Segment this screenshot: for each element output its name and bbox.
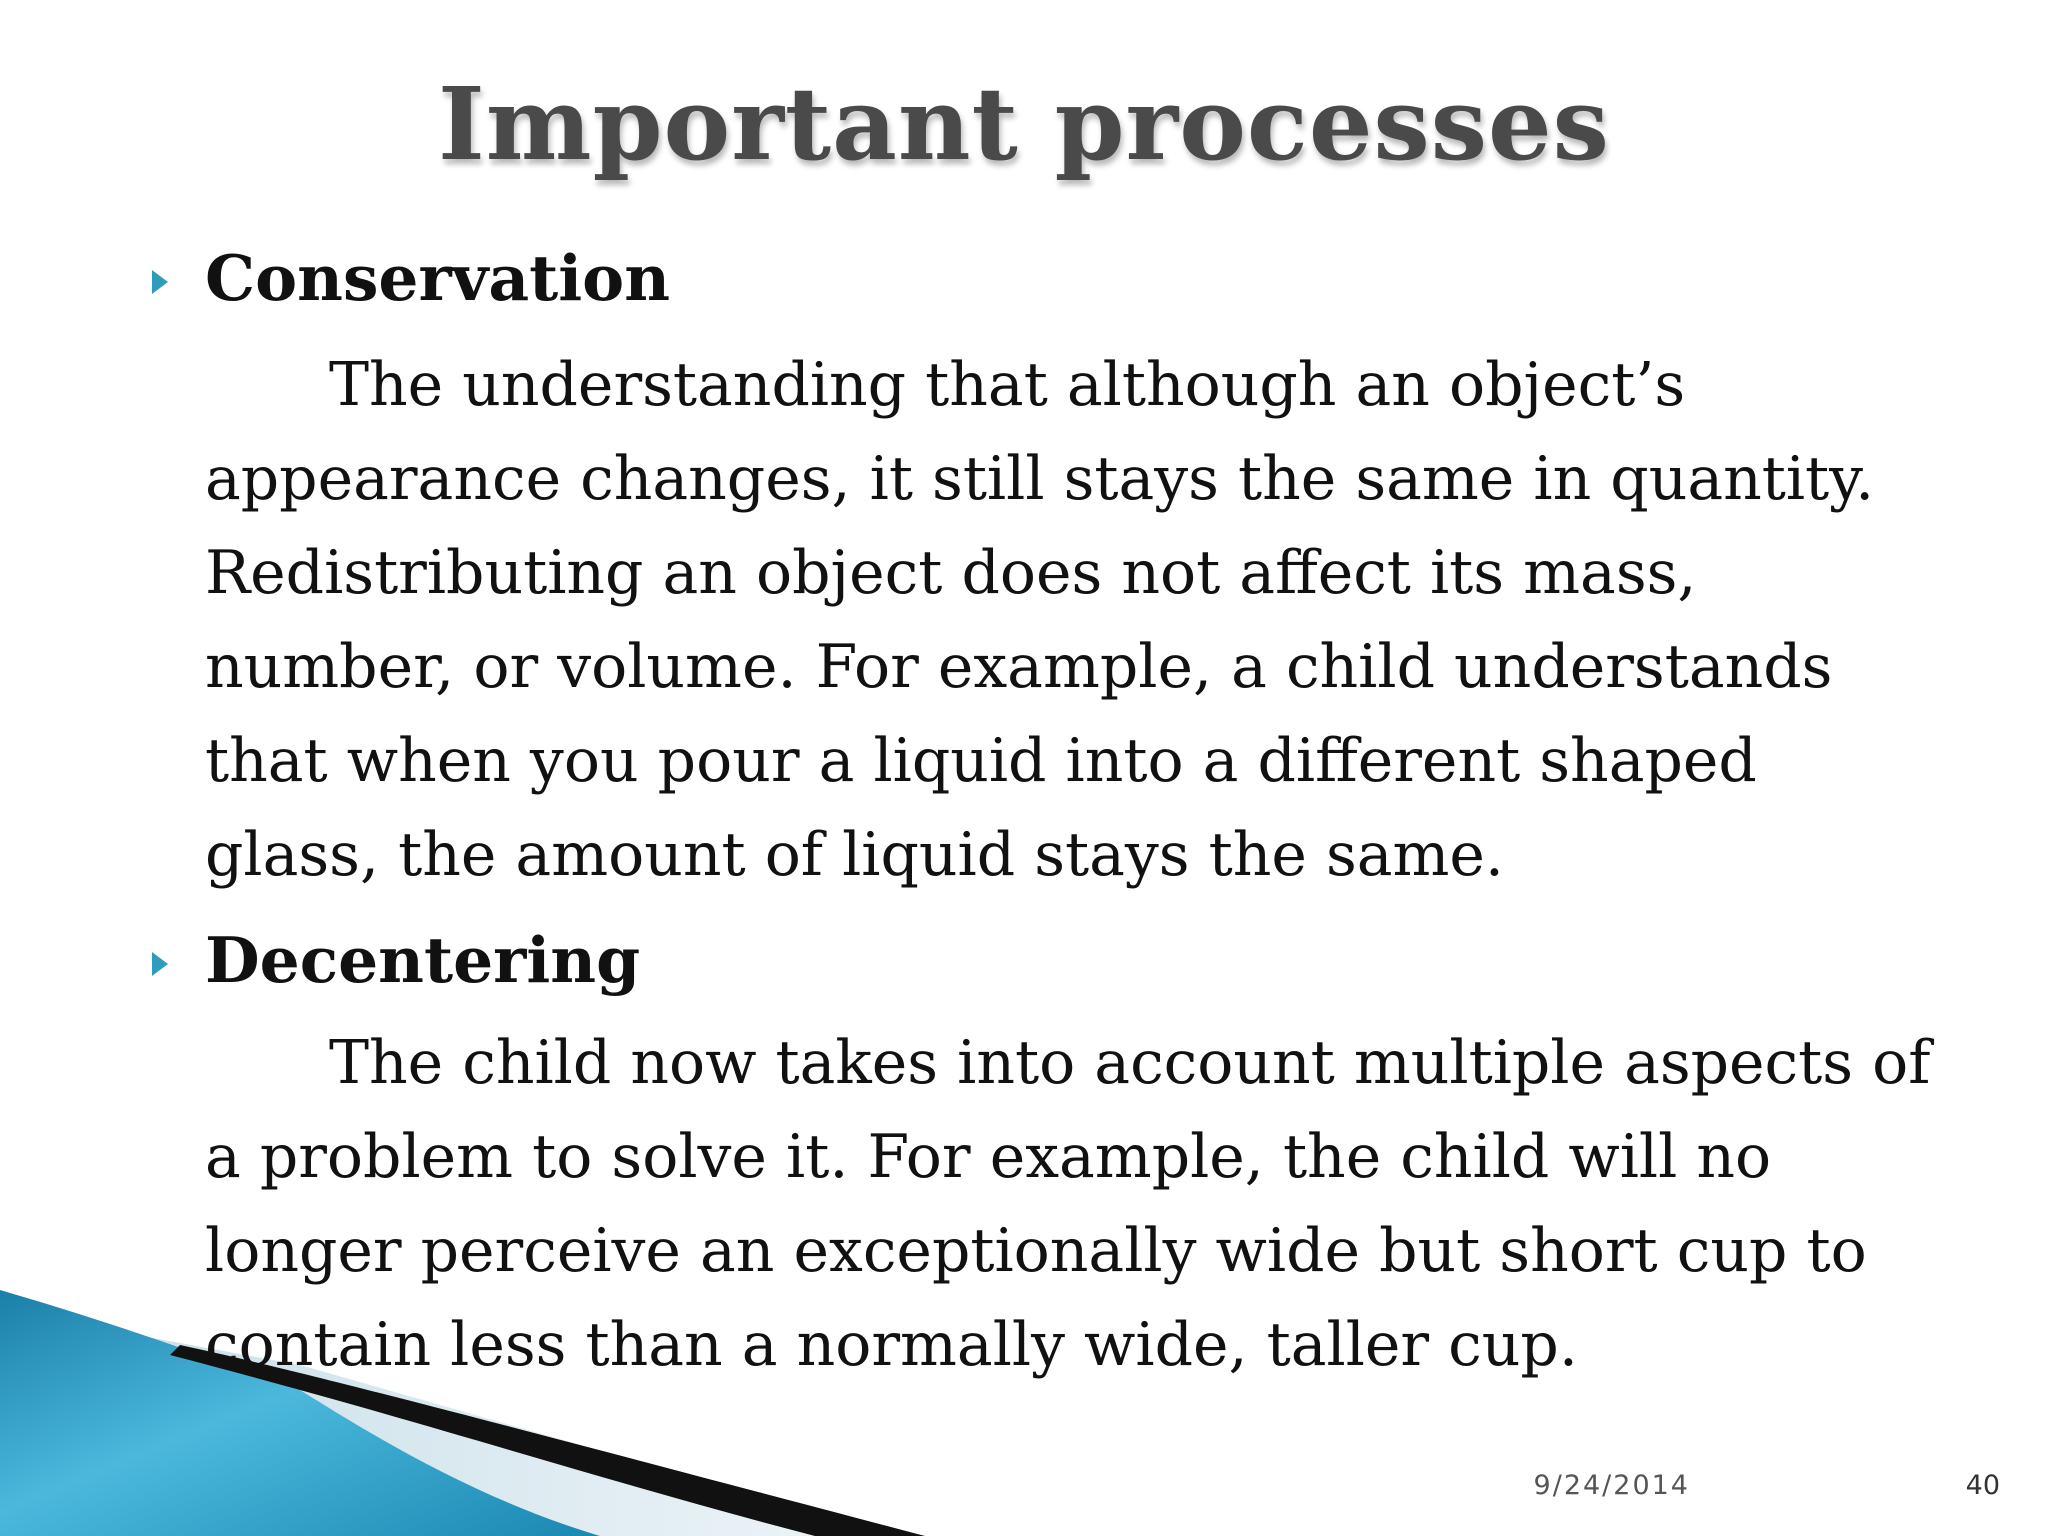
text-line: that when you pour a liquid into a different shaped: [205, 726, 1757, 796]
text-line: contain less than a normally wide, taller cup.: [205, 1310, 1578, 1380]
text-line: longer perceive an exceptionally wide but short cup to: [205, 1216, 1867, 1286]
slide-title: Important processes: [438, 65, 1610, 183]
triangle-bullet-icon: [152, 952, 168, 976]
bullet-heading: Conservation: [205, 241, 670, 315]
text-line: The child now takes into account multiple aspects of: [329, 1028, 1931, 1098]
text-line: number, or volume. For example, a child understands: [205, 632, 1833, 702]
bullet-heading: Decentering: [205, 923, 641, 997]
slide-number: 40: [1965, 1470, 2000, 1501]
bullet-description: [205, 1016, 1985, 1392]
footer-date: 9/24/2014: [1533, 1470, 1690, 1501]
text-line: The understanding that although an object’s: [329, 350, 1686, 420]
triangle-bullet-icon: [152, 270, 168, 294]
text-line: glass, the amount of liquid stays the same.: [205, 820, 1504, 890]
text-line: Redistributing an object does not affect its mass,: [205, 538, 1697, 608]
text-line: appearance changes, it still stays the same in quantity.: [205, 444, 1875, 514]
text-line: a problem to solve it. For example, the child will no: [205, 1122, 1772, 1192]
bullet-description: [205, 338, 1985, 902]
